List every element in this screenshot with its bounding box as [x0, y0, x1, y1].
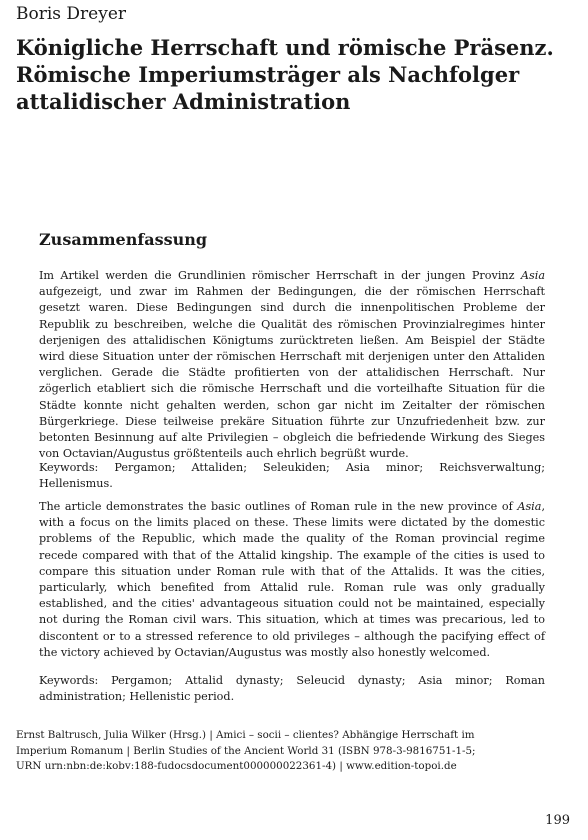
citation-line-1: Ernst Baltrusch, Julia Wilker (Hrsg.) | Amici – socii – clientes? Abhängige Herrschaft im [16, 729, 475, 741]
author-name: Boris Dreyer [16, 4, 127, 24]
citation-line-2: Imperium Romanum | Berlin Studies of the Ancient World 31 (ISBN 978-3-9816751-1-5; [16, 744, 476, 757]
abstract-german-text-2: aufgezeigt, und zwar im Rahmen der Bedingungen, die der römischen Herrschaft gesetzt waren. Diese Bedingungen sind durch die innenpolitischen Probleme der Republik zu beschreiben, welche die Qualität des römischen Provinzialregimes hinter derjenigen des attalidischen Königtums zurücktreten ließen. Am Beispiel der Städte wird diese Situation unter der römischen Herrschaft mit derjenigen unter den Attaliden verglichen. Gerade die Städte profitierten von der attalidischen Herrschaft. Nur zögerlich etabliert sich die römische Herrschaft und die vorteilhafte Situation für die Städte konnte nicht gehalten werden, schon gar nicht im Zeitalter der römischen Bürgerkriege. Diese teilweise prekäre Situation führte zur Unzufriedenheit bzw. zur betonten Besinnung auf alte Privilegien – obgleich die befriedende Wirkung des Sieges von Octavian/Augustus größtenteils auch ehrlich begrüßt wurde. [39, 285, 545, 461]
abstract-english-text-2: , with a focus on the limits placed on these. These limits were dictated by the domestic problems of the Republic, which made the quality of the Roman provincial regime recede compared with that of the Attalid kingship. The example of the cities is used to compare this situation under Roman rule with that of the Attalids. It was the cities, particularly, which benefited from Attalid rule. Roman rule was only gradually established, and the cities' advantageous situation could not be maintained, especially not during the Roman civil wars. This situation, which at times was precarious, led to discontent or to a stressed reference to old privileges – although the pacifying effect of the victory achieved by Octavian/Augustus was mostly also honestly welcomed. [39, 500, 545, 659]
citation-line-3: URN urn:nbn:de:kobv:188-fudocsdocument000000022361-4) | www.edition-topoi.de [16, 760, 457, 772]
abstract-german-emphasis: Asia [520, 269, 545, 282]
citation-block [16, 728, 516, 775]
article-title: Königliche Herrschaft und römische Präsenz. Römische Imperiumsträger als Nachfolger attalidischer Administration [16, 35, 554, 114]
summary-heading: Zusammenfassung [39, 230, 208, 249]
abstract-english-text-1: The article demonstrates the basic outlines of Roman rule in the new province of [39, 500, 518, 513]
abstract-german [39, 268, 545, 462]
abstract-german-text-1: Im Artikel werden die Grundlinien römischer Herrschaft in der jungen Provinz [39, 269, 521, 282]
abstract-english [39, 499, 545, 661]
abstract-english-emphasis: Asia [517, 500, 542, 513]
page-number: 199 [545, 813, 570, 828]
keywords-english: Keywords: Pergamon; Attalid dynasty; Seleucid dynasty; Asia minor; Roman administration; Hellenistic period. [39, 674, 545, 704]
keywords-german: Keywords: Pergamon; Attaliden; Seleukiden; Asia minor; Reichsverwaltung; Hellenismus. [39, 461, 545, 491]
